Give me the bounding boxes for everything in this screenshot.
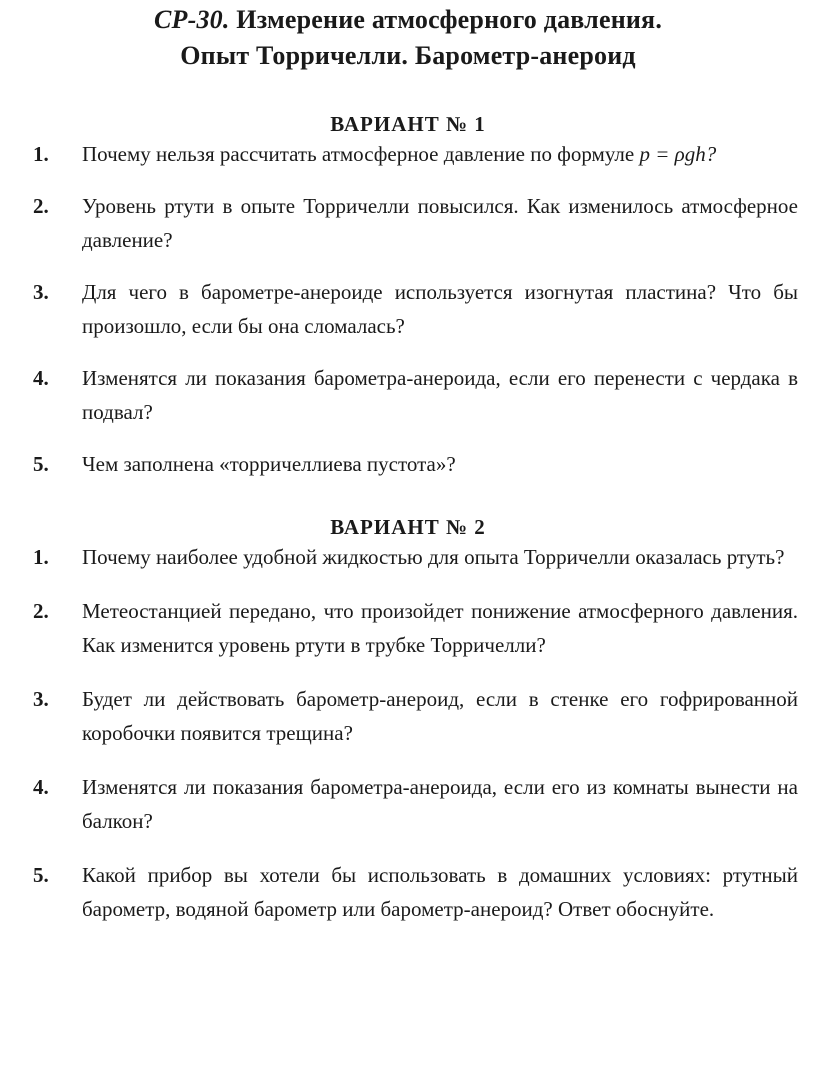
worksheet-title [0,0,816,74]
variant-2-questions [0,540,816,926]
question-text: Уровень ртути в опыте Торричелли повысился. Как изменилось атмосферное давление? [82,194,798,252]
question-number: 4. [33,775,49,799]
question-item [0,361,816,429]
question-text: Чем заполнена «торричеллиева пустота»? [82,452,456,476]
question-text: Изменятся ли показания барометра-анероида, если его из комнаты вынести на балкон? [82,775,798,833]
question-formula: p = ρgh? [639,142,717,166]
question-item [0,770,816,838]
question-number: 5. [33,863,49,887]
variant-1-questions [0,137,816,481]
question-number: 2. [33,194,49,218]
title-line1: Измерение атмосферного давления. [236,5,663,34]
question-number: 1. [33,545,49,569]
question-number: 3. [33,687,49,711]
title-line2: Опыт Торричелли. Барометр-анероид [180,41,636,70]
question-item [0,275,816,343]
question-number: 1. [33,142,49,166]
question-number: 4. [33,366,49,390]
question-text: Какой прибор вы хотели бы использовать в домашних условиях: ртутный барометр, водяной барометр или барометр-анероид? Ответ обоснуйте. [82,863,798,921]
question-text: Метеостанцией передано, что произойдет понижение атмосферного давления. Как изменится уровень ртути в трубке Торричелли? [82,599,798,657]
question-text: Для чего в барометре-анероиде используется изогнутая пластина? Что бы произошло, если бы она сломалась? [82,280,798,338]
variant-1-section [0,112,816,481]
variant-2-heading: ВАРИАНТ № 2 [330,515,486,539]
variant-1-heading: ВАРИАНТ № 1 [330,112,486,136]
question-text: Изменятся ли показания барометра-анероида, если его перенести с чердака в подвал? [82,366,798,424]
question-item [0,137,816,171]
question-item [0,858,816,926]
question-text: Почему наиболее удобной жидкостью для опыта Торричелли оказалась ртуть? [82,545,785,569]
question-item [0,540,816,574]
question-text: Почему нельзя рассчитать атмосферное давление по формуле [82,142,635,166]
question-item [0,594,816,662]
question-number: 5. [33,452,49,476]
question-text: Будет ли действовать барометр-анероид, если в стенке его гофрированной коробочки появится трещина? [82,687,798,745]
title-code: СР-30. [153,5,230,34]
variant-2-section [0,515,816,926]
question-item [0,682,816,750]
question-number: 2. [33,599,49,623]
question-item [0,189,816,257]
question-item [0,447,816,481]
question-number: 3. [33,280,49,304]
